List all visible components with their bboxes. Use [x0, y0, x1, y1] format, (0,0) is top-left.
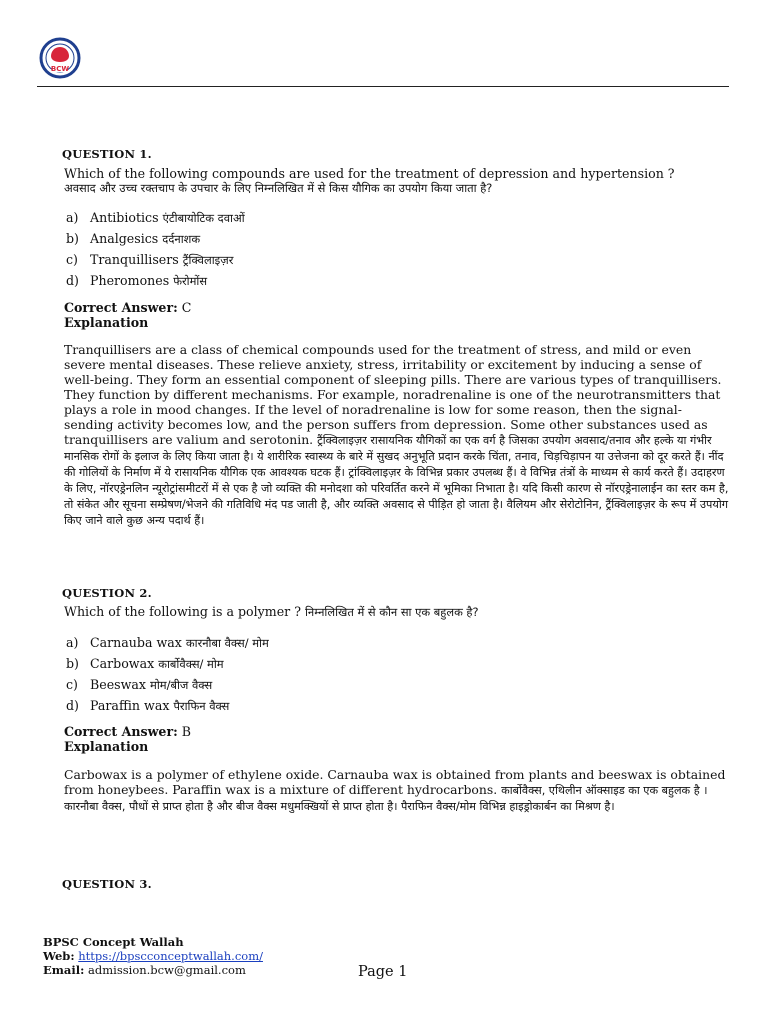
answer-value: B: [181, 724, 192, 739]
email-address[interactable]: admission.bcw@gmail.com: [88, 963, 246, 977]
logo-text: BCW: [50, 65, 70, 73]
footer-brand-name: BPSC Concept Wallah: [43, 935, 184, 949]
explanation-en: Tranquillisers are a class of chemical compounds used for the treatment of stress, and mild or even severe mental diseases. These relieve anxiety, stress, irritability or excitement by inducing a sense of well-being. They form an essential component of sleeping pills. There are various types of tranquillisers. They function by different mechanisms. For example, noradrenaline is one of the neurotransmitters that plays a role in mood changes. If the level of noradrenaline is low for some reason, then the signal-sending activity becomes low, and the person suffers from depression. Some other substances used as tranquillisers are valium and serotonin.: [64, 342, 722, 447]
footer: [43, 935, 263, 977]
answer-value: C: [181, 300, 192, 315]
question-2-text-en: Which of the following is a polymer ?: [64, 604, 301, 619]
bcw-logo: [39, 37, 81, 79]
question-2-label: QUESTION 2.: [62, 586, 152, 600]
question-1-options: [66, 207, 706, 291]
website-link[interactable]: https://bpscconceptwallah.com/: [78, 949, 263, 963]
footer-web: Web: https://bpscconceptwallah.com/: [43, 949, 263, 963]
question-1-text-en: Which of the following compounds are used for the treatment of depression and hypertension ?: [64, 166, 675, 181]
explanation-hi: ट्रैंक्विलाइज़र रासायनिक यौगिकों का एक वर्ग है जिसका उपयोग अवसाद/तनाव और हल्के या गंभीर मानसिक रोगों के इलाज के लिए किया जाता है। ये शारीरिक स्वास्थ्य के बारे में सुखद अनुभूति प्रदान करके चिंता, तनाव, चिड़चिड़ापन या उत्तेजना को दूर करते हैं। नींद की गोलियों के निर्माण में ये रासायनिक यौगिक एक आवश्यक घटक हैं। ट्रांक्विलाइज़र के विभिन्न प्रकार उपलब्ध हैं। वे विभिन्न तंत्रों के माध्यम से कार्य करते हैं। उदाहरण के लिए, नॉरएड्रेनलिन न्यूरोट्रांसमीटरों में से एक है जो व्यक्ति की मनोदशा को परिवर्तित करने में भूमिका निभाता है। यदि किसी कारण से नॉरएड्रेनालाईन का स्तर कम है, तो संकेत और सूचना सम्प्रेषण/भेजने की गतिविधि मंद पड जाती है, और व्यक्ति अवसाद से पीड़ित हो जाता है। वैलियम और सेरोटोनिन, ट्रैंक्विलाइज़र के रूप में उपयोग किए जाने वाले कुछ अन्य पदार्थ हैं।: [64, 434, 729, 527]
question-2-explanation-heading: Explanation: [64, 739, 149, 754]
explanation-hi: कार्बोवैक्स, एथिलीन ऑक्साइड का एक बहुलक है । कारनौबा वैक्स, पौधों से प्राप्त होता है और बीज वैक्स मधुमक्खियों से प्राप्त होता है। पैराफिन वैक्स/मोम विभिन्न हाइड्रोकार्बन का मिश्रण है।: [64, 784, 708, 813]
option-d[interactable]: d) Pheromones फेरोमोंस: [66, 273, 208, 288]
option-a[interactable]: a) Antibiotics एंटीबायोटिक दवाओं: [66, 210, 245, 225]
explanation-en: Carbowax is a polymer of ethylene oxide. Carnauba wax is obtained from plants and beeswax is obtained from honeybees. Paraffin wax is a mixture of different hydrocarbons.: [64, 767, 726, 797]
option-c[interactable]: c) Tranquillisers ट्रैंक्विलाइज़र: [66, 252, 234, 267]
question-2-text: [64, 605, 728, 619]
question-1-text: [64, 167, 728, 195]
question-2-options: [66, 632, 706, 716]
option-d[interactable]: d) Paraffin wax पैराफिन वैक्स: [66, 698, 230, 713]
option-b[interactable]: b) Carbowax कार्बोवैक्स/ मोम: [66, 656, 224, 671]
option-a[interactable]: a) Carnauba wax कारनौबा वैक्स/ मोम: [66, 635, 269, 650]
footer-email: Email: admission.bcw@gmail.com: [43, 963, 246, 977]
question-3-label: QUESTION 3.: [62, 877, 152, 891]
question-1-explanation-heading: Explanation: [64, 315, 149, 330]
option-b[interactable]: b) Analgesics दर्दनाशक: [66, 231, 201, 246]
option-c[interactable]: c) Beeswax मोम/बीज वैक्स: [66, 677, 213, 692]
header-divider: [37, 86, 729, 87]
question-1-label: QUESTION 1.: [62, 147, 152, 161]
page-number: Page 1: [358, 964, 408, 980]
question-1-explanation: [64, 342, 730, 528]
question-2-explanation: [64, 767, 730, 814]
question-1-answer: Correct Answer: C: [64, 300, 192, 315]
question-1-text-hi: अवसाद और उच्च रक्तचाप के उपचार के लिए निम्नलिखित में से किस यौगिक का उपयोग किया जाता है?: [64, 181, 493, 195]
question-2-answer: Correct Answer: B: [64, 724, 192, 739]
question-2-text-hi: निम्नलिखित में से कौन सा एक बहुलक है?: [304, 605, 479, 619]
